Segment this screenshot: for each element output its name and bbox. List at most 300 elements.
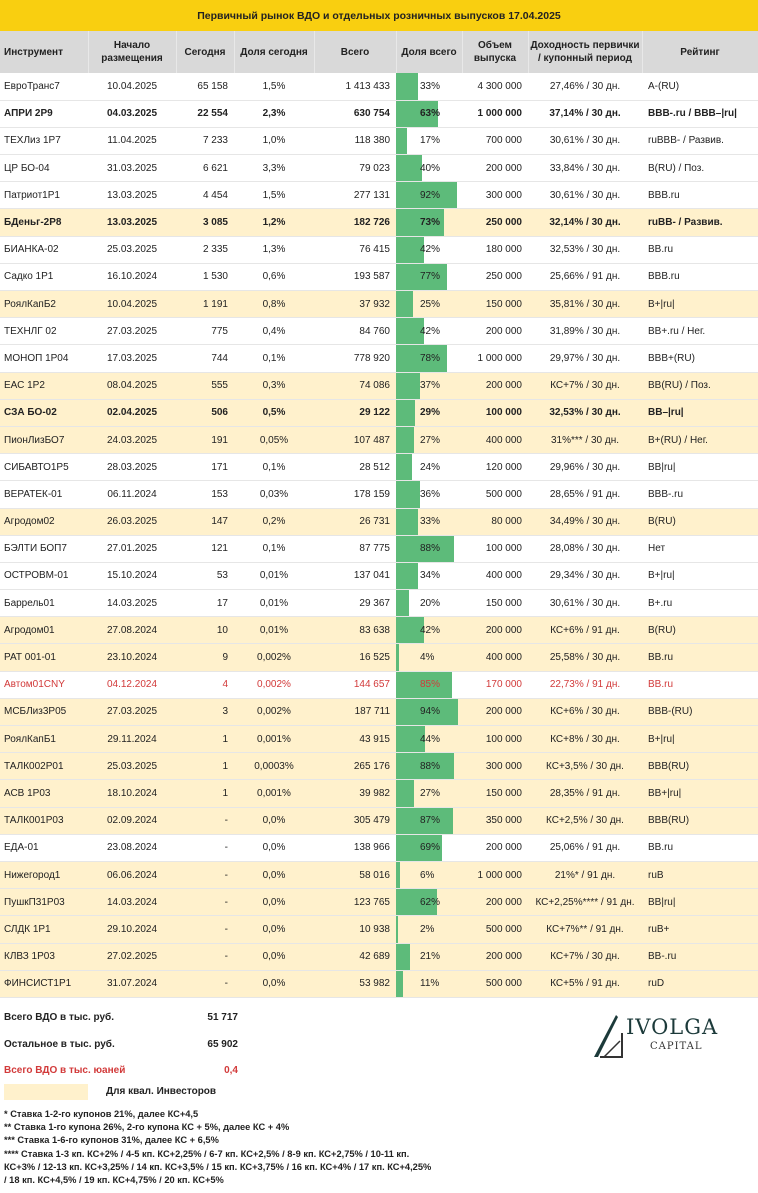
footnote: КС+3% / 12-13 кп. КС+3,25% / 14 кп. КС+3,5% / 15 кп. КС+3,75% / 16 кп. КС+4% / 17 кп. КС+4,25% — [4, 1162, 432, 1173]
table-row — [0, 236, 758, 263]
table-row — [0, 943, 758, 970]
footnotes — [4, 1108, 431, 1188]
start-date-cell: 25.03.2025 — [106, 244, 158, 256]
volume-cell: 120 000 — [485, 461, 522, 473]
share-today-cell: 0,001% — [257, 733, 291, 745]
instrument-cell: БДеньг-2Р8 — [4, 217, 62, 229]
total-cell: 144 657 — [353, 679, 390, 691]
share-today-cell: 0,01% — [259, 624, 289, 636]
total-cell: 778 920 — [353, 352, 390, 364]
yield-cell: 25,06% / 91 дн. — [549, 842, 621, 854]
share-total-cell: 24% — [396, 454, 462, 481]
yield-cell: 25,58% / 30 дн. — [549, 652, 621, 664]
footnote: ** Ставка 1-го купона 26%, 2-го купона КС + 5%, далее КС + 4% — [4, 1122, 290, 1133]
rating-cell: BB+.ru / Нег. — [648, 325, 706, 337]
share-today-cell: 1,5% — [262, 80, 286, 92]
share-total-cell: 69% — [396, 834, 462, 861]
yield-cell: 30,61% / 30 дн. — [549, 189, 621, 201]
today-cell: - — [224, 951, 228, 963]
yield-cell: КС+6% / 91 дн. — [550, 624, 620, 636]
total-cell: 187 711 — [354, 706, 390, 718]
table-row — [0, 807, 758, 834]
share-today-cell: 0,0003% — [254, 760, 294, 772]
volume-cell: 500 000 — [485, 978, 522, 990]
rating-cell: B(RU) — [648, 516, 676, 528]
start-date-cell: 17.03.2025 — [106, 352, 158, 364]
col-start: Начало размещения — [88, 31, 176, 73]
share-total-cell: 6% — [396, 861, 462, 888]
volume-cell: 1 000 000 — [477, 108, 522, 120]
rating-cell: BB|ru| — [648, 896, 676, 908]
table-row — [0, 508, 758, 535]
total-cell: 193 587 — [353, 271, 390, 283]
footnote: * Ставка 1-2-го купонов 21%, далее КС+4,5 — [4, 1108, 199, 1119]
instrument-cell: РоялКапБ2 — [4, 298, 56, 310]
volume-cell: 100 000 — [485, 733, 522, 745]
total-cell: 26 731 — [359, 516, 390, 528]
volume-cell: 250 000 — [485, 271, 522, 283]
instrument-cell: СИБАВТО1Р5 — [4, 461, 69, 473]
start-date-cell: 16.10.2024 — [106, 271, 158, 283]
today-cell: 1 — [222, 787, 228, 799]
total-cell: 83 638 — [359, 624, 390, 636]
start-date-cell: 06.06.2024 — [106, 869, 158, 881]
volume-cell: 400 000 — [485, 570, 522, 582]
total-cell: 58 016 — [359, 869, 390, 881]
share-total-cell: 63% — [396, 100, 462, 127]
yield-cell: КС+2,5% / 30 дн. — [546, 815, 624, 827]
instrument-cell: РоялКапБ1 — [4, 733, 56, 745]
total-cell: 87 775 — [359, 543, 390, 555]
table-row — [0, 562, 758, 589]
rating-cell: ruB+ — [648, 923, 670, 935]
rating-cell: B+.ru — [648, 597, 673, 609]
volume-cell: 200 000 — [485, 325, 522, 337]
yield-cell: КС+3,5% / 30 дн. — [546, 760, 624, 772]
instrument-cell: Садко 1Р1 — [4, 271, 54, 283]
volume-cell: 1 000 000 — [477, 869, 522, 881]
volume-cell: 200 000 — [485, 380, 522, 392]
share-today-cell: 2,3% — [262, 108, 286, 120]
yield-cell: 22,73% / 91 дн. — [549, 679, 621, 691]
share-total-cell: 17% — [396, 127, 462, 154]
yield-cell: 28,08% / 30 дн. — [549, 543, 621, 555]
start-date-cell: 04.12.2024 — [106, 679, 158, 691]
volume-cell: 100 000 — [485, 543, 522, 555]
rating-cell: B(RU) — [648, 624, 676, 636]
table-row — [0, 916, 758, 943]
rating-cell: BB(RU) / Поз. — [648, 380, 711, 392]
instrument-cell: ТАЛК002Р01 — [4, 760, 64, 772]
yield-cell: 29,34% / 30 дн. — [549, 570, 621, 582]
total-cell: 137 041 — [353, 570, 390, 582]
table-row — [0, 426, 758, 453]
share-today-cell: 0,01% — [259, 597, 289, 609]
share-total-cell: 92% — [396, 182, 462, 209]
table-row — [0, 73, 758, 100]
today-cell: 147 — [211, 516, 228, 528]
table-row — [0, 291, 758, 318]
instrument-cell: БИАНКА-02 — [4, 244, 59, 256]
share-today-cell: 0,5% — [262, 407, 286, 419]
today-cell: 3 — [222, 706, 228, 718]
share-total-cell: 21% — [396, 943, 462, 970]
ivolga-logo: IVOLGA CAPITAL — [590, 1011, 730, 1061]
yield-cell: 31,89% / 30 дн. — [549, 325, 621, 337]
start-date-cell: 06.11.2024 — [107, 488, 157, 500]
share-today-cell: 0,0% — [262, 923, 286, 935]
instrument-cell: СЗА БО-02 — [4, 407, 57, 419]
rating-cell: BBB-.ru / BBB–|ru| — [648, 108, 737, 120]
rating-cell: BBB+(RU) — [648, 352, 695, 364]
rating-cell: BB–|ru| — [648, 407, 684, 419]
qual-investor-legend: Для квал. Инвесторов — [106, 1085, 217, 1097]
volume-cell: 180 000 — [485, 244, 522, 256]
total-cell: 29 122 — [359, 407, 390, 419]
share-today-cell: 1,3% — [262, 244, 286, 256]
today-cell: - — [224, 842, 228, 854]
start-date-cell: 11.04.2025 — [107, 135, 157, 147]
start-date-cell: 23.10.2024 — [106, 652, 158, 664]
rating-cell: BB.ru — [648, 842, 674, 854]
total-cell: 37 932 — [359, 298, 390, 310]
yield-cell: КС+7% / 30 дн. — [550, 380, 620, 392]
instrument-cell: ОСТРОВМ-01 — [4, 570, 69, 582]
volume-cell: 350 000 — [485, 815, 522, 827]
volume-cell: 150 000 — [485, 787, 522, 799]
volume-cell: 200 000 — [485, 951, 522, 963]
instrument-cell: Агродом02 — [4, 516, 55, 528]
share-today-cell: 0,01% — [259, 570, 289, 582]
summary-total-rub: Всего ВДО в тыс. руб. 51 717 — [4, 1011, 238, 1023]
today-cell: 153 — [211, 488, 228, 500]
today-cell: 17 — [216, 597, 228, 609]
rating-cell: BB|ru| — [648, 461, 676, 473]
table-row — [0, 780, 758, 807]
start-date-cell: 14.03.2024 — [106, 896, 158, 908]
today-cell: 6 621 — [202, 162, 228, 174]
rating-cell: BB+|ru| — [648, 787, 682, 799]
today-cell: 506 — [211, 407, 228, 419]
table-row — [0, 372, 758, 399]
qual-investor-swatch — [4, 1084, 88, 1100]
yield-cell: 27,46% / 30 дн. — [549, 80, 621, 92]
yield-cell: КС+2,25%**** / 91 дн. — [535, 896, 635, 908]
share-today-cell: 0,1% — [262, 543, 286, 555]
share-total-cell: 88% — [396, 535, 462, 562]
instrument-cell: БЭЛТИ БОП7 — [4, 543, 67, 555]
volume-cell: 200 000 — [485, 842, 522, 854]
share-total-cell: 44% — [396, 726, 462, 753]
table-row — [0, 481, 758, 508]
total-cell: 53 982 — [359, 978, 390, 990]
today-cell: - — [224, 815, 228, 827]
rating-cell: BBB.ru — [648, 271, 680, 283]
start-date-cell: 15.10.2024 — [106, 570, 158, 582]
share-total-cell: 42% — [396, 617, 462, 644]
start-date-cell: 02.09.2024 — [106, 815, 158, 827]
instrument-cell: ЦР БО-04 — [4, 162, 50, 174]
footnote: / 18 кп. КС+4,5% / 19 кп. КС+4,75% / 20 кп. КС+5% — [4, 1175, 224, 1186]
col-volume: Объем выпуска — [462, 31, 528, 73]
total-cell: 28 512 — [359, 461, 390, 473]
table-row — [0, 127, 758, 154]
yield-cell: 25,66% / 91 дн. — [549, 271, 621, 283]
col-today: Сегодня — [176, 31, 234, 73]
yield-cell: 32,14% / 30 дн. — [549, 217, 621, 229]
start-date-cell: 27.03.2025 — [106, 706, 158, 718]
table-row — [0, 100, 758, 127]
share-total-cell: 2% — [396, 916, 462, 943]
share-today-cell: 3,3% — [262, 162, 286, 174]
table-row — [0, 970, 758, 997]
rating-cell: B+|ru| — [648, 733, 675, 745]
share-total-cell: 78% — [396, 345, 462, 372]
share-total-cell: 73% — [396, 209, 462, 236]
today-cell: 1 530 — [202, 271, 228, 283]
total-cell: 277 131 — [353, 189, 390, 201]
summary-other-rub: Остальное в тыс. руб. 65 902 — [4, 1038, 238, 1050]
start-date-cell: 14.03.2025 — [106, 597, 158, 609]
start-date-cell: 27.03.2025 — [106, 325, 158, 337]
share-today-cell: 0,1% — [262, 352, 286, 364]
today-cell: 1 191 — [202, 298, 228, 310]
table-row — [0, 644, 758, 671]
total-cell: 10 938 — [359, 923, 390, 935]
rating-cell: BBB-.ru — [648, 488, 684, 500]
table-row — [0, 726, 758, 753]
summary-total-cny: Всего ВДО в тыс. юаней 0,4 — [4, 1064, 238, 1076]
volume-cell: 4 300 000 — [477, 80, 522, 92]
today-cell: 744 — [211, 352, 228, 364]
share-today-cell: 0,002% — [257, 706, 291, 718]
rating-cell: B(RU) / Поз. — [648, 162, 705, 174]
total-cell: 43 915 — [359, 733, 390, 745]
yield-cell: КС+7%** / 91 дн. — [546, 923, 624, 935]
logo-triangle-icon — [590, 1013, 624, 1059]
share-total-cell: 27% — [396, 426, 462, 453]
instrument-cell: СЛДК 1Р1 — [4, 923, 51, 935]
today-cell: 1 — [222, 733, 228, 745]
today-cell: 191 — [211, 434, 228, 446]
yield-cell: 28,65% / 91 дн. — [549, 488, 621, 500]
total-cell: 84 760 — [359, 325, 390, 337]
volume-cell: 300 000 — [485, 760, 522, 772]
table-row — [0, 671, 758, 698]
col-yield: Доходность первички / купонный период — [528, 31, 642, 73]
share-today-cell: 0,001% — [257, 787, 291, 799]
today-cell: 4 454 — [202, 189, 228, 201]
table-row — [0, 182, 758, 209]
share-today-cell: 0,8% — [262, 298, 286, 310]
total-cell: 123 765 — [353, 896, 390, 908]
today-cell: 53 — [216, 570, 228, 582]
rating-cell: BB.ru — [648, 679, 674, 691]
rating-cell: Нет — [648, 543, 666, 555]
share-today-cell: 0,0% — [262, 869, 286, 881]
rating-cell: A-(RU) — [648, 80, 680, 92]
share-today-cell: 0,03% — [259, 488, 289, 500]
instrument-cell: Нижегород1 — [4, 869, 61, 881]
share-today-cell: 0,0% — [262, 896, 286, 908]
rating-cell: BB.ru — [648, 244, 674, 256]
start-date-cell: 04.03.2025 — [106, 108, 158, 120]
share-total-cell: 37% — [396, 372, 462, 399]
start-date-cell: 13.03.2025 — [106, 189, 158, 201]
instrument-cell: МОНОП 1Р04 — [4, 352, 69, 364]
total-cell: 79 023 — [359, 162, 390, 174]
share-total-cell: 34% — [396, 562, 462, 589]
share-total-cell: 4% — [396, 644, 462, 671]
instrument-cell: ЕДА-01 — [4, 842, 39, 854]
volume-cell: 200 000 — [485, 162, 522, 174]
share-total-cell: 11% — [396, 970, 462, 997]
volume-cell: 400 000 — [485, 434, 522, 446]
start-date-cell: 02.04.2025 — [106, 407, 158, 419]
col-rating: Рейтинг — [642, 31, 758, 73]
yield-cell: 30,61% / 30 дн. — [549, 597, 621, 609]
start-date-cell: 08.04.2025 — [106, 380, 158, 392]
today-cell: 4 — [222, 679, 228, 691]
total-cell: 118 380 — [354, 135, 390, 147]
yield-cell: 29,97% / 30 дн. — [549, 352, 621, 364]
col-total: Всего — [314, 31, 396, 73]
rating-cell: B+|ru| — [648, 570, 675, 582]
share-today-cell: 1,0% — [262, 135, 286, 147]
share-today-cell: 0,0% — [262, 815, 286, 827]
today-cell: 7 233 — [202, 135, 228, 147]
total-cell: 265 176 — [353, 760, 390, 772]
share-total-cell: 33% — [396, 73, 462, 100]
share-total-cell: 88% — [396, 753, 462, 780]
yield-cell: 21%* / 91 дн. — [554, 869, 616, 881]
volume-cell: 200 000 — [485, 624, 522, 636]
volume-cell: 200 000 — [485, 896, 522, 908]
today-cell: 22 554 — [197, 108, 228, 120]
instrument-cell: ЕвроТранс7 — [4, 80, 60, 92]
volume-cell: 300 000 — [485, 189, 522, 201]
summary-section — [0, 998, 758, 1186]
volume-cell: 100 000 — [485, 407, 522, 419]
table-row — [0, 889, 758, 916]
start-date-cell: 25.03.2025 — [106, 760, 158, 772]
instrument-cell: АПРИ 2Р9 — [4, 108, 53, 120]
table-row — [0, 861, 758, 888]
yield-cell: 32,53% / 30 дн. — [549, 244, 621, 256]
today-cell: 9 — [222, 652, 228, 664]
instrument-cell: ПионЛизБО7 — [4, 434, 65, 446]
share-today-cell: 0,1% — [262, 461, 286, 473]
today-cell: 2 335 — [202, 244, 228, 256]
today-cell: - — [224, 896, 228, 908]
start-date-cell: 31.03.2025 — [106, 162, 158, 174]
footnote: *** Ставка 1-6-го купонов 31%, далее КС + 6,5% — [4, 1135, 219, 1146]
instrument-cell: МСБЛиз3Р05 — [4, 706, 67, 718]
start-date-cell: 27.02.2025 — [106, 951, 158, 963]
start-date-cell: 28.03.2025 — [106, 461, 158, 473]
total-cell: 76 415 — [359, 244, 390, 256]
today-cell: 775 — [211, 325, 228, 337]
share-total-cell: 40% — [396, 155, 462, 182]
total-cell: 1 413 433 — [345, 80, 390, 92]
rating-cell: ruD — [648, 978, 665, 990]
total-cell: 182 726 — [353, 217, 390, 229]
rating-cell: BBB.ru — [648, 189, 680, 201]
share-total-cell: 77% — [396, 263, 462, 290]
share-today-cell: 1,2% — [262, 217, 286, 229]
yield-cell: КС+6% / 30 дн. — [550, 706, 620, 718]
share-total-cell: 27% — [396, 780, 462, 807]
table-row — [0, 345, 758, 372]
instrument-cell: ПушкП31Р03 — [4, 896, 65, 908]
yield-cell: 33,84% / 30 дн. — [549, 162, 621, 174]
instrument-cell: Баррель01 — [4, 597, 55, 609]
volume-cell: 400 000 — [485, 652, 522, 664]
total-cell: 107 487 — [353, 434, 390, 446]
instrument-cell: ТЕХЛиз 1Р7 — [4, 135, 61, 147]
share-today-cell: 0,2% — [262, 516, 286, 528]
volume-cell: 500 000 — [485, 488, 522, 500]
share-total-cell: 25% — [396, 291, 462, 318]
today-cell: 171 — [211, 461, 228, 473]
today-cell: - — [224, 978, 228, 990]
share-today-cell: 0,0% — [262, 978, 286, 990]
start-date-cell: 10.04.2025 — [106, 80, 158, 92]
share-total-cell: 20% — [396, 590, 462, 617]
table-row — [0, 454, 758, 481]
today-cell: 1 — [222, 760, 228, 772]
start-date-cell: 29.10.2024 — [106, 923, 158, 935]
col-instrument: Инструмент — [0, 31, 88, 73]
instrument-cell: ВЕРАТЕК-01 — [4, 488, 63, 500]
instrument-cell: ТАЛК001Р03 — [4, 815, 64, 827]
share-total-cell: 62% — [396, 889, 462, 916]
volume-cell: 700 000 — [485, 135, 522, 147]
today-cell: 10 — [216, 624, 228, 636]
table-row — [0, 209, 758, 236]
instrument-cell: КЛВЗ 1Р03 — [4, 951, 55, 963]
instrument-cell: Патриот1Р1 — [4, 189, 60, 201]
rating-cell: BB-.ru — [648, 951, 677, 963]
share-today-cell: 0,05% — [259, 434, 289, 446]
rating-cell: ruB — [648, 869, 664, 881]
instrument-cell: ЕАС 1Р2 — [4, 380, 45, 392]
start-date-cell: 31.07.2024 — [106, 978, 158, 990]
bond-table — [0, 31, 758, 998]
share-today-cell: 0,4% — [262, 325, 286, 337]
today-cell: 65 158 — [197, 80, 228, 92]
rating-cell: B+|ru| — [648, 298, 675, 310]
start-date-cell: 24.03.2025 — [106, 434, 158, 446]
volume-cell: 150 000 — [485, 298, 522, 310]
rating-cell: BBB-(RU) — [648, 706, 693, 718]
share-today-cell: 0,0% — [262, 951, 286, 963]
share-total-cell: 42% — [396, 236, 462, 263]
start-date-cell: 18.10.2024 — [106, 787, 158, 799]
start-date-cell: 13.03.2025 — [106, 217, 158, 229]
report-title: Первичный рынок ВДО и отдельных розничных выпусков 17.04.2025 — [0, 0, 758, 31]
share-total-cell: 29% — [396, 399, 462, 426]
table-header — [0, 31, 758, 73]
start-date-cell: 26.03.2025 — [106, 516, 158, 528]
share-total-cell: 87% — [396, 807, 462, 834]
footnote: **** Ставка 1-3 кп. КС+2% / 4-5 кп. КС+2,25% / 6-7 кп. КС+2,5% / 8-9 кп. КС+2,75% / 10-11 кп. — [4, 1148, 410, 1159]
yield-cell: 32,53% / 30 дн. — [549, 407, 621, 419]
total-cell: 305 479 — [353, 815, 390, 827]
table-row — [0, 155, 758, 182]
volume-cell: 200 000 — [485, 706, 522, 718]
col-share-today: Доля сегодня — [234, 31, 314, 73]
